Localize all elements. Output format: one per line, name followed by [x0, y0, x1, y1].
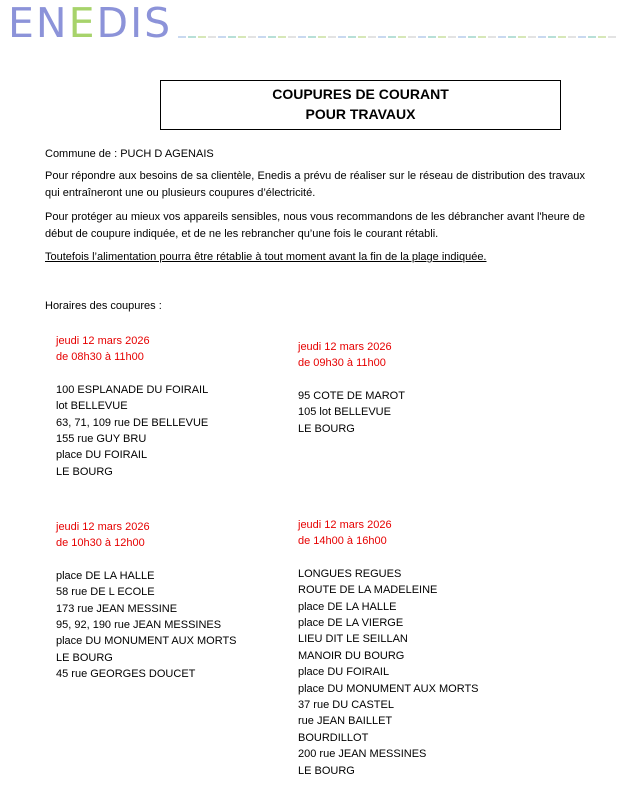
address-item: 58 rue DE L ECOLE [56, 586, 155, 599]
address-item: LE BOURG [56, 651, 113, 664]
schedule-label: Horaires des coupures : [45, 300, 162, 312]
outage-time: de 10h30 à 12h00 [56, 537, 145, 550]
address-item: 200 rue JEAN MESSINES [298, 748, 427, 761]
address-item: 100 ESPLANADE DU FOIRAIL [56, 383, 209, 396]
header-dash-line [178, 36, 624, 39]
address-item: MANOIR DU BOURG [298, 649, 405, 662]
address-item: place DU FOIRAIL [56, 449, 148, 462]
outage-day: jeudi 12 mars 2026 [298, 341, 392, 353]
address-item: ROUTE DE LA MADELEINE [298, 584, 438, 597]
address-item: lot BELLEVUE [56, 400, 128, 413]
warning-note: Toutefois l’alimentation pourra être rétablie à tout moment avant la fin de la plage indiquée. [45, 251, 487, 263]
address-item: place DU FOIRAIL [298, 666, 390, 679]
address-list [56, 382, 208, 480]
address-item: LE BOURG [298, 764, 355, 777]
address-item: place DE LA HALLE [56, 569, 155, 582]
address-list [56, 568, 237, 683]
outage-block-1 [56, 333, 208, 480]
enedis-logo: ENEDIS [8, 0, 173, 47]
address-item: LE BOURG [298, 422, 355, 435]
outage-time: de 08h30 à 11h00 [56, 351, 144, 364]
commune-line: Commune de : PUCH D AGENAIS [45, 148, 214, 160]
address-item: BOURDILLOT [298, 731, 369, 744]
outage-time: de 09h30 à 11h00 [298, 357, 386, 370]
outage-time: de 14h00 à 16h00 [298, 535, 387, 548]
outage-block-3 [56, 519, 237, 683]
address-item: place DE LA HALLE [298, 600, 397, 613]
title-line-1: COUPURES DE COURANT [272, 86, 449, 102]
address-item: LONGUES REGUES [298, 567, 402, 580]
intro-paragraph-2: Pour protéger au mieux vos appareils sensibles, nous vous recommandons de les débrancher avant l'heure de début de coupure indiquée, et de ne les rebrancher qu’une fois le courant rétabli. [45, 211, 585, 240]
address-item: 105 lot BELLEVUE [298, 406, 391, 419]
title-line-2: POUR TRAVAUX [305, 106, 416, 122]
address-item: place DE LA VIERGE [298, 617, 404, 630]
outage-day: jeudi 12 mars 2026 [56, 521, 150, 533]
address-item: place DU MONUMENT AUX MORTS [56, 635, 237, 648]
outage-day: jeudi 12 mars 2026 [298, 519, 392, 531]
outage-day: jeudi 12 mars 2026 [56, 335, 150, 347]
address-item: 95 COTE DE MAROT [298, 389, 405, 402]
address-item: LIEU DIT LE SEILLAN [298, 633, 408, 646]
title-box [160, 80, 561, 130]
address-item: 155 rue GUY BRU [56, 433, 147, 446]
address-item: LE BOURG [56, 465, 113, 478]
address-item: place DU MONUMENT AUX MORTS [298, 682, 479, 695]
address-list [298, 566, 479, 779]
address-item: 173 rue JEAN MESSINE [56, 602, 178, 615]
address-list [298, 388, 405, 437]
address-item: 45 rue GEORGES DOUCET [56, 668, 196, 681]
address-item: 95, 92, 190 rue JEAN MESSINES [56, 619, 222, 632]
outage-block-2 [298, 339, 405, 437]
intro-paragraph-1: Pour répondre aux besoins de sa clientèle, Enedis a prévu de réaliser sur le réseau de distribution des travaux qui entraîneront une ou plusieurs coupures d’électricité. [45, 170, 585, 199]
address-item: 63, 71, 109 rue DE BELLEVUE [56, 416, 209, 429]
address-item: 37 rue DU CASTEL [298, 699, 394, 712]
outage-block-4 [298, 517, 479, 779]
address-item: rue JEAN BAILLET [298, 715, 393, 728]
